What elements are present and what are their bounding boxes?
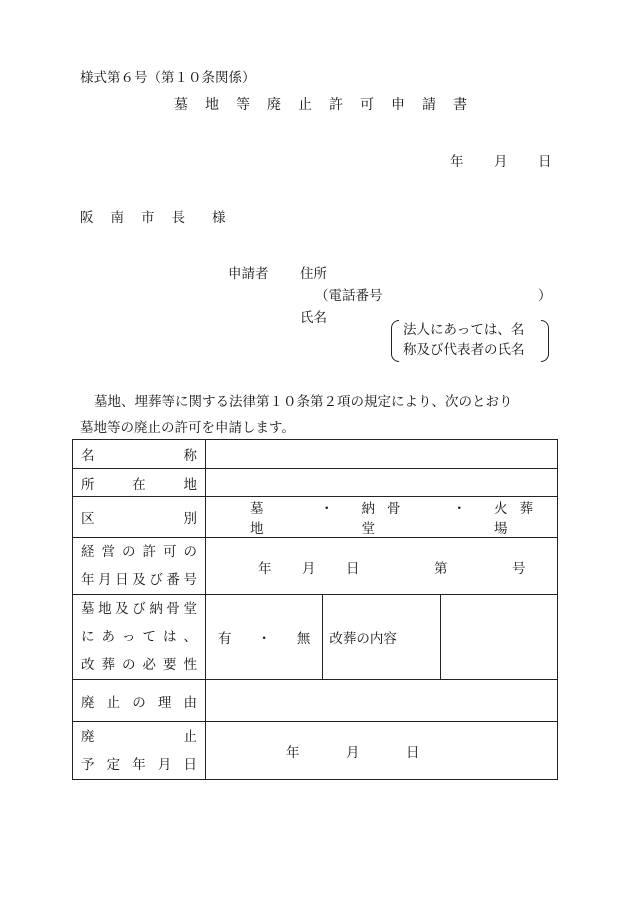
label-char: あ — [101, 629, 115, 645]
label-char: 月 — [157, 756, 172, 773]
corporation-note-line1: 法人にあっては、名 — [403, 322, 525, 338]
planned-date-label-cell — [73, 722, 206, 780]
category-options-cell — [206, 497, 558, 538]
label-char: 名 — [81, 448, 95, 464]
left-bracket-icon — [391, 320, 399, 362]
date-year: 年 — [450, 154, 464, 170]
planned-month: 月 — [346, 745, 360, 761]
label-char: 葬 — [101, 657, 115, 673]
category-label-cell — [73, 497, 206, 538]
label-char: 地 — [183, 476, 197, 493]
label-char: 別 — [183, 511, 197, 527]
document-title: 墓地等廃止許可申請書 — [174, 97, 484, 113]
label-char: の — [183, 544, 197, 560]
reburial-no: 無 — [296, 631, 311, 647]
label-char: 、 — [183, 629, 197, 645]
spread-label — [81, 507, 197, 527]
row-permit — [73, 538, 558, 595]
label-char: に — [81, 629, 95, 645]
label-char: 性 — [183, 657, 197, 673]
label-char: っ — [122, 629, 136, 645]
category-crematorium: 火葬場 — [494, 501, 545, 537]
address-label: 住所 — [300, 266, 327, 282]
label-char: 要 — [163, 657, 177, 673]
label-char: 区 — [81, 511, 95, 527]
location-label-cell — [73, 469, 206, 497]
corporation-note-line2: 称及び代表者の氏名 — [403, 342, 525, 358]
label-char: 称 — [183, 448, 197, 464]
label-char: 可 — [163, 544, 177, 560]
row-reburial — [73, 595, 558, 680]
phone-close: ） — [538, 288, 552, 304]
label-char: 改 — [81, 657, 95, 673]
permit-number-prefix: 第 — [434, 561, 448, 577]
spread-label — [81, 595, 197, 623]
spread-label — [81, 444, 197, 464]
label-char: 廃 — [81, 694, 95, 711]
form-number: 様式第６号（第１０条関係） — [80, 70, 256, 86]
permit-label-cell — [73, 538, 206, 595]
planned-date-label-b: 止 — [183, 728, 197, 745]
label-char: の — [122, 657, 136, 673]
label-char: 堂 — [183, 601, 197, 617]
label-char: 所 — [81, 476, 95, 493]
label-char: て — [142, 629, 156, 645]
label-char: の — [122, 544, 136, 560]
reburial-label-cell — [73, 595, 206, 680]
row-category — [73, 497, 558, 538]
reburial-content-value-cell[interactable] — [440, 595, 557, 680]
category-cemetery: 墓地 — [250, 501, 276, 537]
planned-date-label-a: 廃 — [81, 728, 95, 745]
category-dot-2: ・ — [452, 501, 466, 517]
permit-year: 年 — [258, 561, 272, 577]
label-char: 号 — [183, 572, 197, 588]
label-char: 止 — [106, 694, 121, 711]
row-reason — [73, 680, 558, 722]
name-value-cell[interactable] — [206, 440, 558, 469]
label-char: 日 — [115, 572, 129, 588]
body-text-line1: 墓地、埋葬等に関する法律第１０条第２項の規定により、次のとおり — [94, 394, 513, 410]
label-char: 月 — [98, 572, 112, 588]
reburial-content-label-cell — [323, 595, 440, 680]
applicant-label: 申請者 — [228, 266, 269, 282]
date-month: 月 — [494, 154, 508, 170]
label-char: 理 — [157, 694, 172, 711]
application-table — [72, 439, 558, 780]
reburial-yes: 有 — [218, 631, 232, 647]
spread-label — [81, 751, 197, 779]
addressee — [80, 206, 226, 226]
spread-label — [81, 651, 197, 679]
label-char: 骨 — [166, 601, 180, 617]
label-char: 必 — [142, 657, 156, 673]
spread-label — [81, 566, 197, 594]
label-char: 及 — [115, 601, 129, 617]
permit-value-cell — [206, 538, 558, 595]
planned-day: 日 — [406, 745, 420, 761]
label-char: 由 — [183, 694, 197, 711]
label-char: は — [163, 629, 177, 645]
planned-year: 年 — [286, 745, 300, 761]
reburial-choice-cell — [206, 595, 323, 680]
label-char: の — [132, 694, 146, 711]
spread-label — [81, 538, 197, 566]
row-name — [73, 440, 558, 469]
reason-value-cell[interactable] — [206, 680, 558, 722]
corporation-note — [391, 320, 549, 362]
label-char: 在 — [132, 476, 146, 493]
date-day: 日 — [538, 154, 552, 170]
label-char: 年 — [81, 572, 95, 588]
label-char: 納 — [149, 601, 163, 617]
label-char: 墓 — [81, 601, 95, 617]
permit-day: 日 — [346, 561, 360, 577]
addressee-honorific: 様 — [212, 210, 226, 226]
label-char: び — [132, 601, 146, 617]
name-label-cell — [73, 440, 206, 469]
reburial-content-label: 改葬の内容 — [329, 631, 397, 647]
row-planned-date — [73, 722, 558, 780]
location-value-cell[interactable] — [206, 469, 558, 497]
label-char: 地 — [98, 601, 112, 617]
spread-label — [81, 473, 197, 493]
row-location — [73, 469, 558, 497]
category-ossuary: 納骨堂 — [361, 501, 413, 537]
planned-date-value-cell — [206, 722, 558, 780]
category-dot-1: ・ — [320, 501, 334, 517]
phone-open: （電話番号 — [315, 288, 383, 304]
label-char: 定 — [106, 756, 121, 773]
reason-label-cell — [73, 680, 206, 722]
label-char: 経 — [81, 544, 95, 560]
reburial-dot: ・ — [257, 631, 271, 647]
label-char: 予 — [81, 756, 95, 773]
spread-label — [81, 623, 197, 651]
label-char: 日 — [183, 756, 197, 773]
permit-month: 月 — [302, 561, 316, 577]
addressee-city: 阪南市長 — [80, 210, 202, 226]
label-char: 及 — [132, 572, 146, 588]
label-char: 番 — [166, 572, 180, 588]
name-label: 氏名 — [300, 310, 327, 326]
label-char: び — [149, 572, 163, 588]
permit-number-suffix: 号 — [512, 561, 526, 577]
category-options — [206, 497, 557, 537]
right-bracket-icon — [541, 320, 549, 362]
spread-label — [81, 691, 197, 711]
label-char: 営 — [101, 544, 115, 560]
label-char: 許 — [142, 544, 156, 560]
label-char: 年 — [132, 756, 146, 773]
body-text-line2: 墓地等の廃止の許可を申請します。 — [80, 420, 295, 436]
